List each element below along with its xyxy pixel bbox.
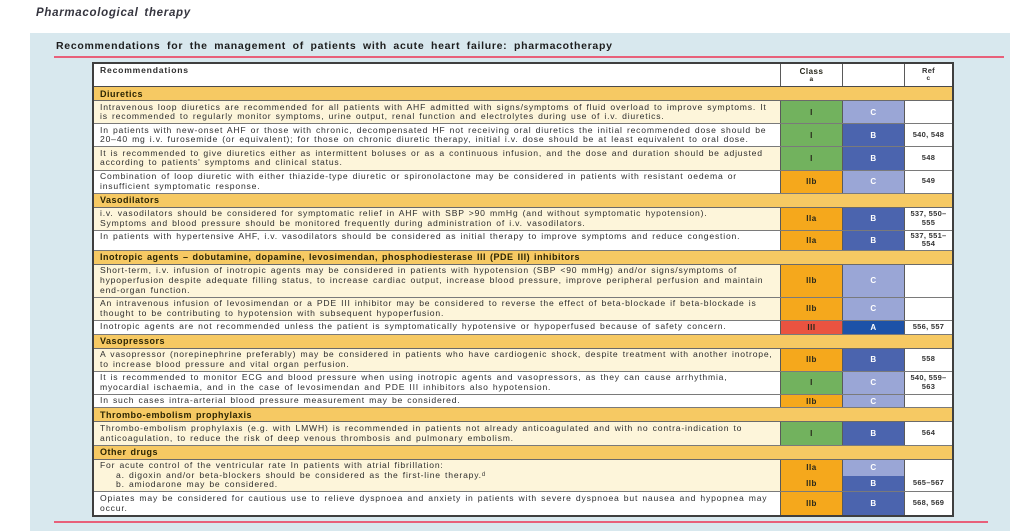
header-level-label: Level [862, 67, 885, 76]
section-header [94, 194, 952, 208]
panel [30, 33, 1010, 531]
ref-spacer [906, 461, 951, 476]
ref-cell: 548 [904, 147, 952, 169]
level-cell: C [842, 372, 904, 394]
level-cell: B [842, 231, 904, 250]
ref-cell: 556, 557 [904, 321, 952, 334]
header-level-footnote: b [871, 76, 876, 83]
class-cell: III [780, 321, 842, 334]
class-cell: IIb [780, 349, 842, 371]
class-cell: I [780, 147, 842, 169]
table-row [94, 349, 952, 372]
header-class [780, 64, 842, 86]
class-cell [780, 460, 842, 492]
class-cell: IIb [780, 395, 842, 408]
section-header [94, 335, 952, 349]
section-title: Diuretics [100, 88, 144, 99]
recommendation-text [94, 349, 780, 371]
table-row [94, 492, 952, 514]
recommendation-line: Thrombo-embolism prophylaxis (e.g. with LMWH) is recommended in patients not already anticoagulated and with no contra-indication to anticoagulation, to reduce the risk of deep venous thrombosis and pulmonary embolism. [100, 422, 743, 443]
grade-half: B [843, 476, 904, 492]
ref-value: 565–567 [912, 477, 945, 487]
ref-cell [904, 395, 952, 408]
header-ref-label: Ref [922, 65, 935, 75]
table-row [94, 460, 952, 493]
class-cell: IIb [780, 171, 842, 193]
table-row [94, 422, 952, 445]
level-cell: C [842, 171, 904, 193]
recommendation-text [94, 372, 780, 394]
panel-title: Recommendations for the management of patients with acute heart failure: pharmacotherapy [56, 40, 613, 52]
recommendation-text [94, 147, 780, 169]
level-cell: B [842, 349, 904, 371]
level-cell: C [842, 395, 904, 408]
recommendation-text [94, 231, 780, 250]
recommendation-text [94, 171, 780, 193]
table-row [94, 265, 952, 298]
recommendation-line: Opiates may be considered for cautious use to relieve dyspnoea and anxiety in patients with severe dyspnoea but nausea and hypopnea may occur. [100, 492, 768, 513]
table-row [94, 171, 952, 194]
recommendation-text [94, 101, 780, 123]
ref-cell [904, 460, 952, 492]
level-cell: B [842, 208, 904, 230]
recommendation-line: It is recommended to give diuretics either as intermittent boluses or as a continuous infusion, and the dose and duration should be adjusted according to patients' symptoms and clinical status. [100, 147, 763, 168]
table-row [94, 147, 952, 170]
grade-half: IIa [781, 460, 842, 476]
level-cell: B [842, 492, 904, 514]
section-title: Thrombo-embolism prophylaxis [100, 409, 253, 420]
grade-half: IIb [781, 476, 842, 492]
level-cell [842, 460, 904, 492]
ref-cell: 568, 569 [904, 492, 952, 514]
header-ref [904, 64, 952, 86]
table-row [94, 231, 952, 251]
recommendation-line: Symptoms and blood pressure should be monitored frequently during administration of i.v. vasodilators. [100, 217, 586, 228]
table-row [94, 321, 952, 335]
header-recommendations-label: Recommendations [100, 64, 189, 75]
ref-cell: 549 [904, 171, 952, 193]
table-row [94, 298, 952, 321]
section-title: Vasodilators [100, 195, 160, 206]
recommendation-line: a. digoxin and/or beta-blockers should be considered as the first-line therapy.ᵈ [116, 469, 486, 480]
recommendation-line: In patients with new-onset AHF or those with chronic, decompensated HF not receiving oral diuretics the initial recommended dose should be 20–40 mg i.v. furosemide (or equivalent); for those on chronic diuretic therapy, initial i.v. dose should be at least equivalent to oral dose. [100, 124, 767, 145]
top-rule [54, 56, 1004, 58]
recommendation-line: Combination of loop diuretic with either thiazide-type diuretic or spironolactone may be considered in patients with resistant oedema or insufficient symptomatic response. [100, 171, 737, 191]
ref-cell: 537, 550–555 [904, 208, 952, 230]
recommendation-text [94, 124, 780, 146]
ref-cell: 564 [904, 422, 952, 444]
recommendation-text [94, 422, 780, 444]
header-class-footnote: a [809, 76, 814, 83]
class-cell: IIa [780, 208, 842, 230]
recommendation-line: Short-term, i.v. infusion of inotropic agents may be considered in patients with hypotension (SBP <90 mmHg) and/or signs/symptoms of hypoperfusion despite adequate filling status, to increase cardiac output, increase blood pressure, improve peripheral perfusion and maintain end-organ function. [100, 265, 764, 295]
level-cell: B [842, 147, 904, 169]
recommendation-line: b. amiodarone may be considered. [116, 479, 278, 490]
table-row [94, 124, 952, 147]
recommendation-text [94, 298, 780, 320]
ref-cell [904, 298, 952, 320]
section-header [94, 87, 952, 101]
recommendation-line: In patients with hypertensive AHF, i.v. vasodilators should be considered as initial therapy to improve symptoms and reduce congestion. [100, 231, 741, 242]
ref-cell: 558 [904, 349, 952, 371]
ref-cell [904, 265, 952, 297]
class-cell: I [780, 422, 842, 444]
section-header [94, 251, 952, 265]
level-cell: C [842, 101, 904, 123]
level-cell: A [842, 321, 904, 334]
table-header-row [94, 64, 952, 87]
section-header [94, 408, 952, 422]
level-cell: C [842, 265, 904, 297]
recommendation-text [94, 492, 780, 514]
class-cell: IIa [780, 231, 842, 250]
recommendation-line: An intravenous infusion of levosimendan or a PDE III inhibitor may be considered to reverse the effect of beta-blockade if beta-blockade is thought to be contributing to hypotension with subsequent hypoperfusion. [100, 298, 757, 318]
class-cell: IIb [780, 492, 842, 514]
class-cell: I [780, 101, 842, 123]
recommendation-text [94, 460, 780, 492]
class-cell: IIb [780, 298, 842, 320]
section-title: Other drugs [100, 447, 159, 458]
grade-half: C [843, 460, 904, 476]
table-row [94, 101, 952, 124]
ref-cell [904, 101, 952, 123]
table-body [94, 87, 952, 515]
recommendation-line: For acute control of the ventricular rate In patients with atrial fibrillation: [100, 460, 444, 471]
recommendation-text [94, 208, 780, 230]
recommendation-text [94, 265, 780, 297]
ref-cell: 540, 548 [904, 124, 952, 146]
class-cell: I [780, 124, 842, 146]
page-title: Pharmacological therapy [36, 7, 191, 19]
class-cell: I [780, 372, 842, 394]
section-title: Inotropic agents – dobutamine, dopamine, levosimendan, phosphodiesterase III (PDE III) inhibitors [100, 252, 581, 263]
header-ref-footnote: c [926, 75, 931, 82]
recommendations-table [92, 62, 954, 517]
level-cell: C [842, 298, 904, 320]
ref-cell: 537, 551–554 [904, 231, 952, 250]
header-class-label: Class [799, 67, 824, 76]
header-recommendations [94, 64, 780, 86]
recommendation-text [94, 395, 780, 408]
table-row [94, 208, 952, 231]
class-cell: IIb [780, 265, 842, 297]
recommendation-text [94, 321, 780, 334]
recommendation-line: It is recommended to monitor ECG and blood pressure when using inotropic agents and vasopressors, as they can cause arrhythmia, myocardial ischaemia, and in the case of levosimendan and PDE III inhibitors also hypotension. [100, 372, 728, 392]
table-row [94, 395, 952, 409]
header-level [842, 64, 904, 86]
recommendation-line: In such cases intra-arterial blood pressure measurement may be considered. [100, 395, 461, 406]
section-title: Vasopressors [100, 336, 166, 346]
recommendation-line: A vasopressor (norepinephrine preferably) may be considered in patients who have cardiogenic shock, despite treatment with another inotrope, to increase blood pressure and vital organ perfusion. [100, 349, 773, 369]
recommendation-line: Inotropic agents are not recommended unless the patient is symptomatically hypotensive or hypoperfused because of safety concern. [100, 321, 727, 332]
recommendation-line: i.v. vasodilators should be considered for symptomatic relief in AHF with SBP >90 mmHg (and without symptomatic hypotension). [100, 208, 708, 219]
recommendation-line: Intravenous loop diuretics are recommended for all patients with AHF admitted with signs/symptoms of fluid overload to improve symptoms. It is recommended to regularly monitor symptoms, urine output, renal function and electrolytes during use of i.v. diuretics. [100, 101, 767, 122]
bottom-rule [54, 521, 988, 523]
level-cell: B [842, 124, 904, 146]
table-row [94, 372, 952, 395]
section-header [94, 446, 952, 460]
ref-cell: 540, 559–563 [904, 372, 952, 394]
level-cell: B [842, 422, 904, 444]
